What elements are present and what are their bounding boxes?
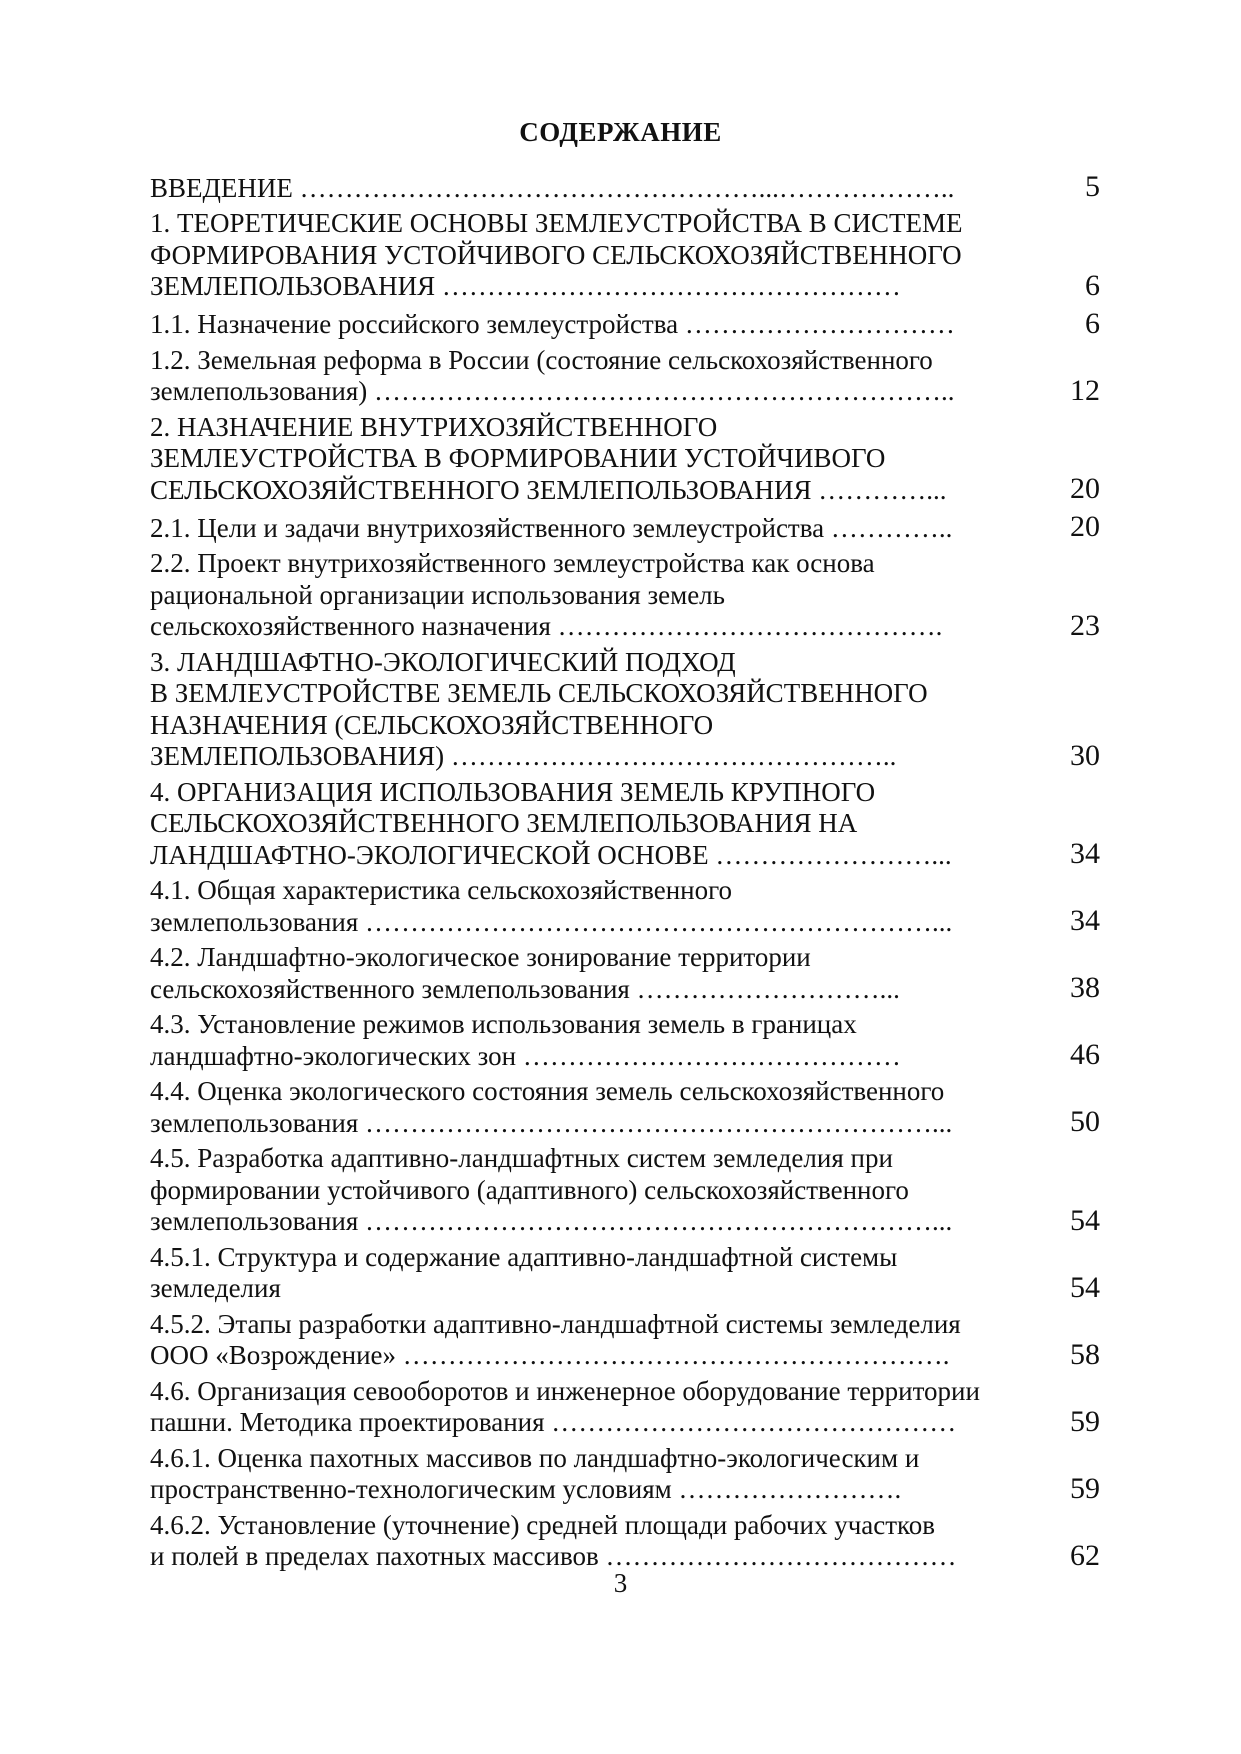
toc-entry-title (150, 1242, 1020, 1305)
toc-entry-title (150, 208, 1020, 303)
toc-entry[interactable] (150, 345, 1100, 408)
toc-entry-title (150, 345, 1020, 408)
toc-entry-page: 34 (1070, 904, 1100, 937)
toc-entry-page: 6 (1085, 306, 1100, 340)
toc-entry-page: 23 (1070, 608, 1100, 642)
toc-entry[interactable] (150, 1510, 1100, 1573)
toc-entry-title (150, 875, 1020, 938)
toc-entry-line: 4.6. Организация севооборотов и инженерное оборудование территории (150, 1375, 980, 1406)
toc-entry-line: 4.6.1. Оценка пахотных массивов по ландшафтно-экологическим и (150, 1442, 920, 1473)
page-number: 3 (613, 1568, 628, 1598)
toc-entry-line: В ЗЕМЛЕУСТРОЙСТВЕ ЗЕМЕЛЬ СЕЛЬСКОХОЗЯЙСТВЕННОГО (150, 678, 928, 708)
toc-entry-title (150, 1309, 1020, 1372)
toc-entry-title (150, 309, 1020, 341)
toc-entry-page: 62 (1070, 1538, 1100, 1572)
toc-entry[interactable] (150, 942, 1100, 1005)
toc-entry-line: и полей в пределах пахотных массивов ………………………………… (150, 1541, 957, 1571)
toc-entry-line: пашни. Методика проектирования ……………………………………… (150, 1407, 957, 1437)
toc-entry-line: 4.5.2. Этапы разработки адаптивно-ландшафтной системы земледелия (150, 1308, 961, 1339)
toc-entry-title (150, 1143, 1020, 1238)
toc-entry-page: 34 (1070, 837, 1100, 870)
toc-entry-title (150, 942, 1020, 1005)
toc-entry-line: НАЗНАЧЕНИЯ (СЕЛЬСКОХОЗЯЙСТВЕННОГО (150, 709, 714, 740)
toc-entry-line: землепользования) ……………………………………………………….. (150, 376, 955, 406)
toc-entry-line: СЕЛЬСКОХОЗЯЙСТВЕННОГО ЗЕМЛЕПОЛЬЗОВАНИЯ НА (150, 808, 858, 838)
page-title: СОДЕРЖАНИЕ (519, 117, 722, 147)
toc-entry-title (150, 647, 1020, 773)
toc-entry-title (150, 1076, 1020, 1139)
toc-entry-page: 20 (1070, 510, 1100, 543)
toc-entry[interactable] (150, 1309, 1100, 1372)
toc-entry[interactable] (150, 1009, 1100, 1072)
toc-entry-line: 4.1. Общая характеристика сельскохозяйственного (150, 875, 733, 905)
toc-entry-line: СЕЛЬСКОХОЗЯЙСТВЕННОГО ЗЕМЛЕПОЛЬЗОВАНИЯ …………... (150, 474, 947, 505)
toc-entry-page: 12 (1070, 373, 1100, 407)
toc-entry-title (150, 777, 1020, 872)
toc-entry-line: 4.3. Установление режимов использования земель в границах (150, 1009, 857, 1039)
toc-entry-page: 54 (1070, 1270, 1100, 1304)
toc-entry[interactable] (150, 307, 1100, 341)
toc-entry[interactable] (150, 777, 1100, 872)
toc-entry-line: землепользования ………………………………………………………... (150, 1107, 953, 1138)
toc-entry[interactable] (150, 1076, 1100, 1139)
toc-entry-line: ЗЕМЛЕПОЛЬЗОВАНИЯ …………………………………………… (150, 271, 901, 301)
toc-entry-title (150, 412, 1020, 507)
toc-entry-line: 1. ТЕОРЕТИЧЕСКИЕ ОСНОВЫ ЗЕМЛЕУСТРОЙСТВА В СИСТЕМЕ (150, 208, 963, 238)
toc-entry-title (150, 1009, 1020, 1072)
toc-entry-line: 2. НАЗНАЧЕНИЕ ВНУТРИХОЗЯЙСТВЕННОГО (150, 411, 718, 442)
toc-entry-line: ЛАНДШАФТНО-ЭКОЛОГИЧЕСКОЙ ОСНОВЕ ……………………... (150, 839, 952, 870)
toc-entry-line: 4.5. Разработка адаптивно-ландшафтных систем земледелия при (150, 1143, 893, 1173)
toc-entry-title (150, 513, 1020, 545)
toc-entry[interactable] (150, 170, 1100, 204)
toc-entry-page: 5 (1085, 170, 1100, 203)
toc-entry-page: 58 (1070, 1337, 1100, 1371)
toc-entry-page: 50 (1070, 1105, 1100, 1138)
toc-entry-title (150, 173, 1020, 205)
toc-entry-line: 2.2. Проект внутрихозяйственного землеустройства как основа (150, 548, 875, 578)
toc-entry-line: 4.6.2. Установление (уточнение) средней площади рабочих участков (150, 1509, 936, 1540)
toc-entry-page: 38 (1070, 971, 1100, 1004)
toc-entry-line: 2.1. Цели и задачи внутрихозяйственного землеустройства ………….. (150, 512, 953, 543)
toc-entry-line: 4.4. Оценка экологического состояния земель сельскохозяйственного (150, 1076, 945, 1106)
toc-entry-line: ЗЕМЛЕУСТРОЙСТВА В ФОРМИРОВАНИИ УСТОЙЧИВОГО (150, 443, 886, 473)
toc-entry-title (150, 1443, 1020, 1506)
toc-entry-line: ВВЕДЕНИЕ ……………………………………………...……………….. (150, 172, 955, 203)
toc-entry[interactable] (150, 510, 1100, 544)
toc-entry-title (150, 548, 1020, 643)
toc-entry-line: пространственно-технологическим условиям ……………………. (150, 1474, 902, 1504)
toc-entry-page: 46 (1070, 1038, 1100, 1071)
toc-entry-line: сельскохозяйственного назначения ……………………………………. (150, 611, 943, 641)
toc-entry-page: 59 (1070, 1404, 1100, 1438)
toc-entry-line: сельскохозяйственного землепользования ………………………... (150, 973, 900, 1004)
toc-entry[interactable] (150, 548, 1100, 643)
toc-entry-line: формировании устойчивого (адаптивного) сельскохозяйственного (150, 1174, 909, 1205)
toc-entry-line: ФОРМИРОВАНИЯ УСТОЙЧИВОГО СЕЛЬСКОХОЗЯЙСТВЕННОГО (150, 239, 962, 270)
toc-entry-title (150, 1510, 1020, 1573)
toc-entry-line: 4.5.1. Структура и содержание адаптивно-ландшафтной системы (150, 1241, 898, 1272)
toc-entry-line: землепользования ………………………………………………………... (150, 906, 953, 937)
toc-entry-line: землепользования ………………………………………………………... (150, 1206, 953, 1236)
toc-entry-line: 4. ОРГАНИЗАЦИЯ ИСПОЛЬЗОВАНИЯ ЗЕМЕЛЬ КРУПНОГО (150, 776, 876, 807)
toc-entry[interactable] (150, 1143, 1100, 1238)
toc-entry[interactable] (150, 875, 1100, 938)
toc-entry-line: 3. ЛАНДШАФТНО-ЭКОЛОГИЧЕСКИЙ ПОДХОД (150, 646, 736, 677)
toc-entry-line: земледелия (150, 1273, 281, 1303)
toc-entry-page: 6 (1085, 268, 1100, 302)
toc-entry-line: 4.2. Ландшафтно-экологическое зонирование территории (150, 942, 811, 972)
toc-entry-page: 20 (1070, 472, 1100, 505)
toc-entry-line: рациональной организации использования земель (150, 579, 725, 610)
toc-entry-page: 59 (1070, 1471, 1100, 1505)
toc-entry-line: ООО «Возрождение» ……………………………………………………. (150, 1340, 950, 1370)
toc-entry-line: ЗЕМЛЕПОЛЬЗОВАНИЯ) ………………………………………….. (150, 741, 897, 771)
toc-entry[interactable] (150, 1376, 1100, 1439)
toc-entry-page: 54 (1070, 1203, 1100, 1237)
toc-entry[interactable] (150, 647, 1100, 773)
toc-entry[interactable] (150, 1242, 1100, 1305)
table-of-contents (150, 170, 1100, 1577)
toc-entry-line: 1.1. Назначение российского землеустройства ………………………… (150, 309, 955, 339)
toc-entry[interactable] (150, 412, 1100, 507)
toc-entry-line: ландшафтно-экологических зон …………………………………… (150, 1040, 901, 1071)
toc-entry-line: 1.2. Земельная реформа в России (состояние сельскохозяйственного (150, 344, 933, 375)
toc-entry[interactable] (150, 208, 1100, 303)
toc-entry[interactable] (150, 1443, 1100, 1506)
toc-entry-page: 30 (1070, 738, 1100, 772)
toc-entry-title (150, 1376, 1020, 1439)
